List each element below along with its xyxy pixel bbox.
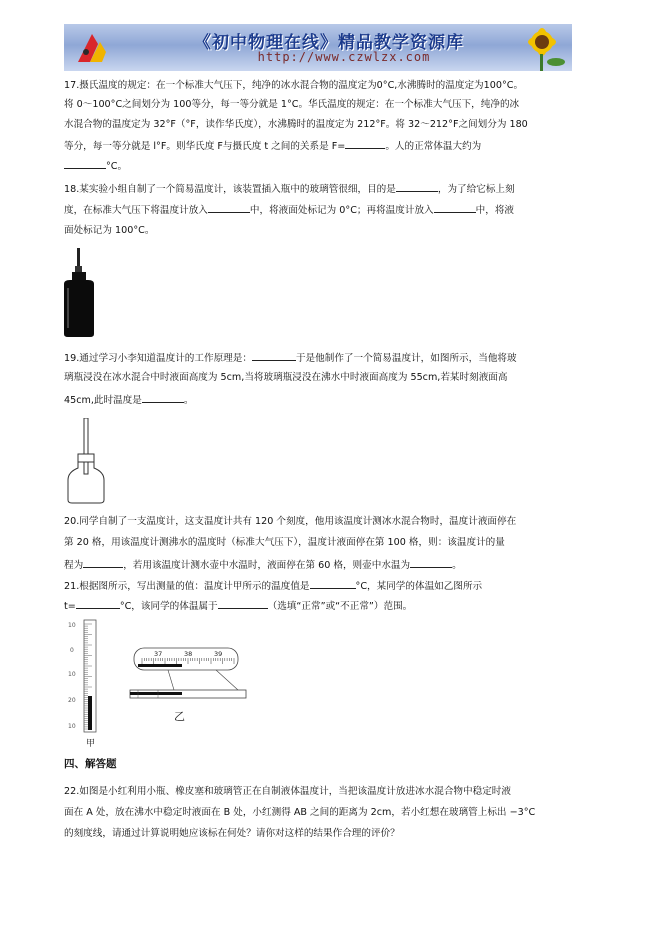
- yi-tick-label: 39: [214, 650, 223, 658]
- q19-line-3: [64, 393, 604, 407]
- answer-blank[interactable]: [64, 159, 106, 169]
- answer-blank[interactable]: [252, 351, 296, 361]
- q17-text-5: °C。: [106, 161, 128, 172]
- answer-blank[interactable]: [76, 599, 120, 609]
- q17-line-2: 将 0～100°C之间划分为 100等分，每一等分就是 1°C。华氏温度的规定：在一个标准大气压下，纯净的冰: [64, 99, 520, 110]
- q19-text-3b: 。: [183, 395, 194, 406]
- answer-blank[interactable]: [83, 558, 123, 568]
- site-logo-icon: [72, 28, 112, 68]
- header-banner: [64, 24, 572, 71]
- q21-line-1: [64, 579, 604, 593]
- clinical-thermometer-yi-figure: [128, 644, 250, 724]
- banner-url: http://www.czwlzx.com: [257, 50, 431, 64]
- q18-text-1a: 18.某实验小组自制了一个简易温度计，该装置插入瓶中的玻璃管很细，目的是: [64, 184, 396, 195]
- q21-text-2b: °C，该同学的体温属于: [119, 601, 218, 612]
- q19-text-1a: 19.通过学习小李知道温度计的工作原理是：: [64, 353, 252, 364]
- q20-text-3a: 程为: [64, 560, 84, 571]
- answer-blank[interactable]: [410, 558, 452, 568]
- fig-label-yi: 乙: [174, 710, 185, 723]
- q22-line-2: 面在 A 处，放在沸水中稳定时液面在 B 处，小红测得 AB 之间的距离为 2cm，若小红想在玻璃管上标出 −3°C: [64, 807, 536, 818]
- q21-text-1b: °C，某同学的体温如乙图所示: [355, 581, 483, 592]
- answer-blank[interactable]: [208, 203, 250, 213]
- q22-line-1: 22.如图是小红利用小瓶、橡皮塞和玻璃管正在自制液体温度计，当把该温度计放进冰水混合物中稳定时液: [64, 786, 511, 797]
- q20-line-3: [64, 558, 604, 572]
- q18-text-1b: ，为了给它标上刻: [437, 184, 515, 195]
- q21-text-1a: 21.根据图所示，写出测量的值：温度计甲所示的温度值是: [64, 581, 310, 592]
- q19-bottle-figure: [66, 418, 106, 504]
- fig-label-jia: 甲: [86, 739, 96, 748]
- q17-line-4: [64, 139, 604, 153]
- q18-bottle-figure: [60, 248, 100, 338]
- jia-tick-label: 10: [68, 723, 76, 730]
- thermometer-jia-figure: [64, 618, 124, 748]
- jia-tick-label: 10: [68, 622, 76, 629]
- q18-text-2b: 中，将液面处标记为 0°C；再将温度计放入: [249, 205, 434, 216]
- sunflower-icon: [502, 24, 572, 71]
- q18-text-2c: 中，将液: [475, 205, 515, 216]
- q18-line-2: [64, 203, 604, 217]
- q22-line-3: 的刻度线，请通过计算说明她应该标在何处？请你对这样的结果作合理的评价？: [64, 828, 400, 839]
- q21-text-2a: t=: [64, 601, 76, 612]
- q17-text-4b: 。人的正常体温大约为: [385, 141, 482, 152]
- q20-text-3c: 。: [452, 560, 462, 571]
- q20-line-2: 第 20 格，用该温度计测沸水的温度时（标准大气压下），温度计液面停在第 100 格，则：该温度计的量: [64, 537, 505, 548]
- banner-title: 《初中物理在线》精品教学资源库: [194, 33, 464, 53]
- q17-line-5: [64, 159, 604, 173]
- jia-tick-label: 0: [70, 647, 74, 654]
- q19-line-2: 璃瓶浸没在冰水混合中时液面高度为 5cm,当将玻璃瓶浸没在沸水中时液面高度为 55cm,若某时刻液面高: [64, 372, 508, 383]
- jia-tick-label: 20: [68, 697, 76, 704]
- yi-tick-label: 38: [184, 650, 193, 658]
- answer-blank[interactable]: [310, 579, 356, 589]
- answer-blank[interactable]: [218, 599, 268, 609]
- jia-tick-label: 10: [68, 671, 76, 678]
- answer-blank[interactable]: [345, 139, 385, 149]
- q19-line-1: [64, 351, 604, 365]
- answer-blank[interactable]: [434, 203, 476, 213]
- q21-line-2: [64, 599, 604, 613]
- q18-line-3: 面处标记为 100°C。: [64, 225, 155, 236]
- q17-line-3: 水混合物的温度定为 32°F（°F，读作华氏度），水沸腾时的温度定为 212°F。将 32～212°F之间划分为 180: [64, 119, 528, 130]
- q20-text-3b: ，若用该温度计测水壶中水温时，液面停在第 60 格，则壶中水温为: [123, 560, 411, 571]
- q18-line-1: [64, 182, 604, 196]
- answer-blank[interactable]: [142, 393, 184, 403]
- q21-text-2c: （选填“正常”或“不正常”）范围。: [267, 601, 413, 612]
- q19-text-3a: 45cm,此时温度是: [64, 395, 142, 406]
- q17-line-1: 17.摄氏温度的规定：在一个标准大气压下，纯净的冰水混合物的温度定为0°C,水沸腾时的温度定为100°C。: [64, 80, 524, 91]
- section-heading: 四、解答题: [64, 758, 117, 770]
- q19-text-1b: 于是他制作了一个简易温度计，如图所示，当他将玻: [295, 353, 517, 364]
- q17-text-4a: 等分，每一等分就是 l°F。则华氏度 F与摄氏度 t 之间的关系是 F=: [64, 141, 346, 152]
- q18-text-2a: 度，在标准大气压下将温度计放入: [64, 205, 208, 216]
- answer-blank[interactable]: [396, 182, 438, 192]
- q20-line-1: 20.同学自制了一支温度计，这支温度计共有 120 个刻度，他用该温度计测冰水混合物时，温度计液面停在: [64, 516, 517, 527]
- yi-tick-label: 37: [154, 650, 163, 658]
